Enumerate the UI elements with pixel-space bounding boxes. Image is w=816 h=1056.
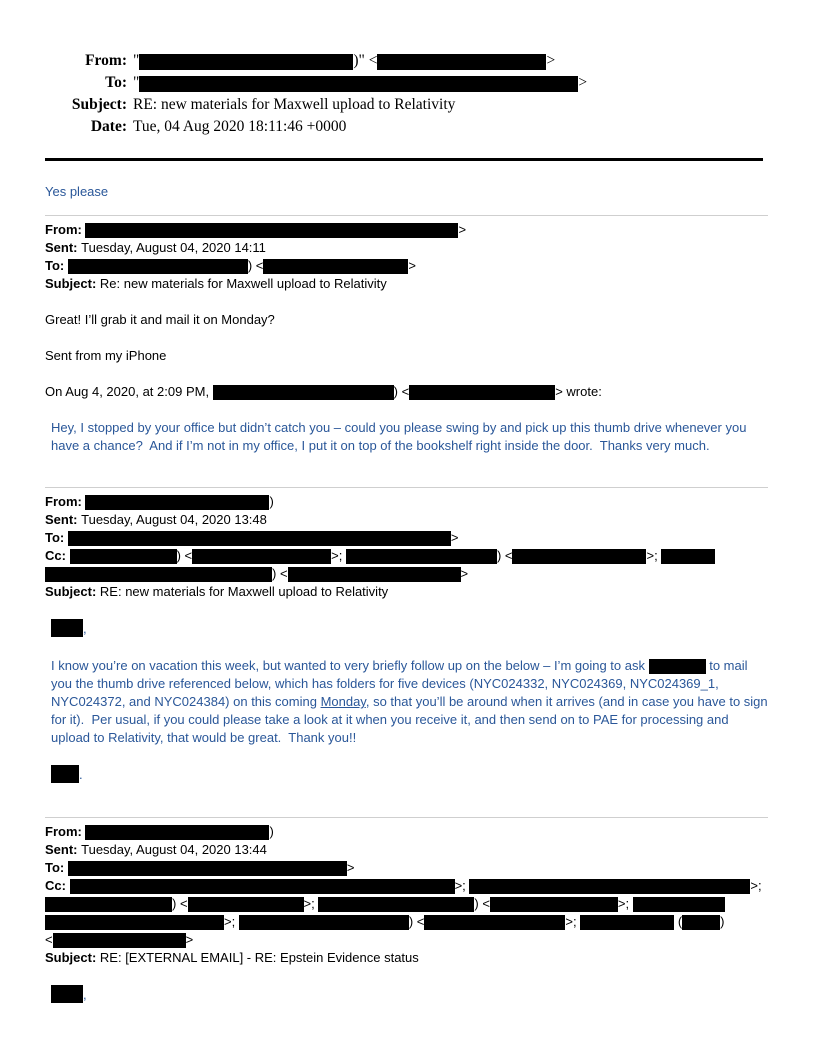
meta-value bbox=[133, 94, 455, 116]
blank bbox=[45, 785, 770, 803]
email1-to-line bbox=[45, 257, 770, 275]
email2-greeting bbox=[45, 619, 770, 639]
text-segment: >; bbox=[303, 896, 319, 911]
email2-sent-line bbox=[45, 511, 770, 529]
email3-cc-line1 bbox=[45, 877, 770, 895]
meta-subject-row bbox=[45, 94, 770, 116]
redaction-bar bbox=[45, 915, 224, 930]
text-segment: " bbox=[133, 74, 140, 91]
redaction-bar bbox=[85, 223, 458, 238]
redaction-bar bbox=[512, 549, 646, 564]
redaction-bar bbox=[213, 385, 394, 400]
text-segment: On Aug 4, 2020, at 2:09 PM, bbox=[45, 384, 213, 399]
field-label: Subject: bbox=[45, 276, 100, 291]
redaction-bar bbox=[139, 76, 578, 92]
text-segment: Tuesday, August 04, 2020 13:48 bbox=[81, 512, 267, 527]
redaction-bar bbox=[68, 259, 248, 274]
email3-subject-line bbox=[45, 949, 770, 967]
text-segment: I know you’re on vacation this week, but wanted to very briefly follow up on the below – I’m going to ask bbox=[51, 658, 649, 673]
email3-to-line bbox=[45, 859, 770, 877]
blank bbox=[45, 455, 770, 473]
text-segment: > bbox=[546, 52, 556, 69]
redaction-bar bbox=[682, 915, 720, 930]
redaction-bar bbox=[424, 915, 565, 930]
redaction-bar bbox=[68, 861, 347, 876]
email1-from-line bbox=[45, 221, 770, 239]
email2-subject-line bbox=[45, 583, 770, 601]
blank bbox=[45, 639, 770, 657]
meta-label: Date: bbox=[90, 118, 127, 135]
text-segment: ) < bbox=[176, 548, 193, 563]
text-segment: >; bbox=[454, 878, 470, 893]
redaction-bar bbox=[490, 897, 618, 912]
email3-sent-line bbox=[45, 841, 770, 859]
text-segment: RE: [EXTERNAL EMAIL] - RE: Epstein Evidence status bbox=[99, 950, 419, 965]
redaction-bar bbox=[68, 531, 451, 546]
redaction-bar bbox=[409, 385, 555, 400]
email1-attribution-line bbox=[45, 383, 770, 401]
text-segment: > bbox=[458, 222, 467, 237]
text-segment: ) < bbox=[496, 548, 513, 563]
text-segment: > bbox=[450, 530, 459, 545]
redaction-bar bbox=[70, 549, 177, 564]
meta-to-row bbox=[45, 72, 770, 94]
text-segment: >; bbox=[646, 548, 662, 563]
redaction-bar bbox=[51, 765, 79, 783]
blank bbox=[45, 365, 770, 383]
text-segment: ( bbox=[674, 914, 683, 929]
text-segment: Tue, 04 Aug 2020 18:11:46 +0000 bbox=[133, 118, 347, 135]
text-segment: Great! I’ll grab it and mail it on Monday? bbox=[45, 312, 275, 327]
redaction-bar bbox=[288, 567, 461, 582]
email3-cc-line2 bbox=[45, 895, 770, 913]
field-label: Cc: bbox=[45, 548, 70, 563]
text-segment: Re: new materials for Maxwell upload to Relativity bbox=[99, 276, 387, 291]
redaction-bar bbox=[51, 619, 83, 637]
text-segment: ) bbox=[269, 494, 274, 509]
text-segment: to mail you the thumb drive referenced below, which has folders for five devices (NYC024332, NYC024369, NYC024369_1, NYC024372, and NYC024384) on this coming bbox=[51, 658, 752, 709]
quoted-email-3-divider bbox=[45, 817, 768, 818]
redaction-bar bbox=[192, 549, 331, 564]
redaction-bar bbox=[188, 897, 304, 912]
underlined-text: Monday bbox=[320, 694, 366, 709]
blank bbox=[45, 967, 770, 985]
meta-from-row bbox=[45, 50, 770, 72]
redaction-bar bbox=[53, 933, 186, 948]
blank bbox=[45, 293, 770, 311]
email2-signoff bbox=[45, 765, 770, 785]
field-label: From: bbox=[45, 494, 86, 509]
field-label: To: bbox=[45, 258, 68, 273]
field-label: Subject: bbox=[45, 950, 100, 965]
text-segment: > bbox=[578, 74, 588, 91]
email3-greeting bbox=[45, 985, 770, 1005]
text-segment: ) < bbox=[247, 258, 264, 273]
redaction-bar bbox=[263, 259, 408, 274]
redaction-bar bbox=[649, 659, 706, 674]
text-segment: ) bbox=[720, 914, 725, 929]
blank bbox=[45, 401, 770, 419]
field-label: Subject: bbox=[45, 584, 100, 599]
text-segment: " bbox=[133, 52, 140, 69]
email3-cc-line4 bbox=[45, 931, 770, 949]
email1-sent-line bbox=[45, 239, 770, 257]
text-segment: Sent from my iPhone bbox=[45, 348, 167, 363]
blank bbox=[45, 601, 770, 619]
email-thread-body bbox=[45, 183, 770, 1005]
meta-value bbox=[133, 50, 555, 72]
email2-body bbox=[45, 657, 770, 747]
field-label: From: bbox=[45, 222, 86, 237]
email2-to-line bbox=[45, 529, 770, 547]
redaction-bar bbox=[318, 897, 474, 912]
text-segment: >; bbox=[617, 896, 633, 911]
text-segment: >; bbox=[331, 548, 346, 563]
meta-label: Subject: bbox=[71, 96, 127, 113]
text-segment: ) < bbox=[474, 896, 490, 911]
meta-value bbox=[133, 116, 346, 138]
meta-date-row bbox=[45, 116, 770, 138]
email3-from-line bbox=[45, 823, 770, 841]
redaction-bar bbox=[85, 495, 269, 510]
redaction-bar bbox=[239, 915, 409, 930]
redaction-bar bbox=[139, 54, 353, 70]
text-segment: >; bbox=[750, 878, 762, 893]
text-segment: Tuesday, August 04, 2020 13:44 bbox=[81, 842, 267, 857]
text-segment: RE: new materials for Maxwell upload to Relativity bbox=[133, 96, 456, 113]
field-label: Sent: bbox=[45, 842, 82, 857]
email1-subject-line bbox=[45, 275, 770, 293]
text-segment: , bbox=[83, 621, 87, 636]
reply-text bbox=[45, 183, 770, 201]
redaction-bar bbox=[633, 897, 725, 912]
text-segment: )" < bbox=[353, 52, 378, 69]
text-segment: >; bbox=[224, 914, 239, 929]
text-segment: , so that you’ll be around when it arrives (and in case you have to sign for it). Per usual, if you could please take a look at it when you receive it, and then send on to PAE for processing and upload to Relativity, that would be great. Thank you!! bbox=[51, 694, 772, 745]
text-segment: > wrote: bbox=[555, 384, 602, 399]
redaction-bar bbox=[661, 549, 715, 564]
meta-label: From: bbox=[85, 52, 127, 69]
meta-label: To: bbox=[105, 74, 127, 91]
redaction-bar bbox=[580, 915, 674, 930]
redaction-bar bbox=[85, 825, 269, 840]
email2-cc-line1 bbox=[45, 547, 770, 565]
meta-value bbox=[133, 72, 587, 94]
redaction-bar bbox=[346, 549, 497, 564]
text-segment: ) < bbox=[272, 566, 288, 581]
blank bbox=[45, 747, 770, 765]
redaction-bar bbox=[45, 567, 272, 582]
email3-cc-line3 bbox=[45, 913, 770, 931]
text-segment: . bbox=[79, 767, 83, 782]
redaction-bar bbox=[51, 985, 83, 1003]
text-segment: RE: new materials for Maxwell upload to Relativity bbox=[99, 584, 389, 599]
text-segment: > bbox=[460, 566, 469, 581]
field-label: To: bbox=[45, 530, 68, 545]
text-segment: > bbox=[185, 932, 194, 947]
email-meta-header bbox=[45, 50, 770, 138]
text-segment: ) < bbox=[408, 914, 425, 929]
field-label: From: bbox=[45, 824, 86, 839]
field-label: Sent: bbox=[45, 240, 82, 255]
redaction-bar bbox=[45, 897, 172, 912]
field-label: Cc: bbox=[45, 878, 70, 893]
text-segment: > bbox=[346, 860, 355, 875]
email2-from-line bbox=[45, 493, 770, 511]
quoted-email-1-divider bbox=[45, 215, 768, 216]
redaction-bar bbox=[377, 54, 546, 70]
text-segment: > bbox=[408, 258, 416, 273]
email2-cc-line2 bbox=[45, 565, 770, 583]
redaction-bar bbox=[469, 879, 750, 894]
header-thick-rule bbox=[45, 158, 763, 161]
email1-body-line1 bbox=[45, 311, 770, 329]
text-segment: Tuesday, August 04, 2020 14:11 bbox=[81, 240, 266, 255]
field-label: Sent: bbox=[45, 512, 82, 527]
text-segment: ) < bbox=[172, 896, 188, 911]
text-segment: Yes please bbox=[45, 184, 109, 199]
text-segment: ) bbox=[269, 824, 274, 839]
quoted-email-2-divider bbox=[45, 487, 768, 488]
email1-body-line2 bbox=[45, 347, 770, 365]
redaction-bar bbox=[70, 879, 455, 894]
text-segment: < bbox=[45, 932, 53, 947]
field-label: To: bbox=[45, 860, 68, 875]
text-segment: ) < bbox=[393, 384, 410, 399]
quoted-message-1 bbox=[45, 419, 770, 455]
text-segment: , bbox=[83, 987, 87, 1002]
text-segment: >; bbox=[565, 914, 581, 929]
blank bbox=[45, 329, 770, 347]
text-segment: Hey, I stopped by your office but didn’t catch you – could you please swing by and pick up this thumb drive whenever you have a chance? And if I’m not in my office, I put it on top of the bookshelf right inside the door. Thanks very much. bbox=[51, 420, 751, 453]
